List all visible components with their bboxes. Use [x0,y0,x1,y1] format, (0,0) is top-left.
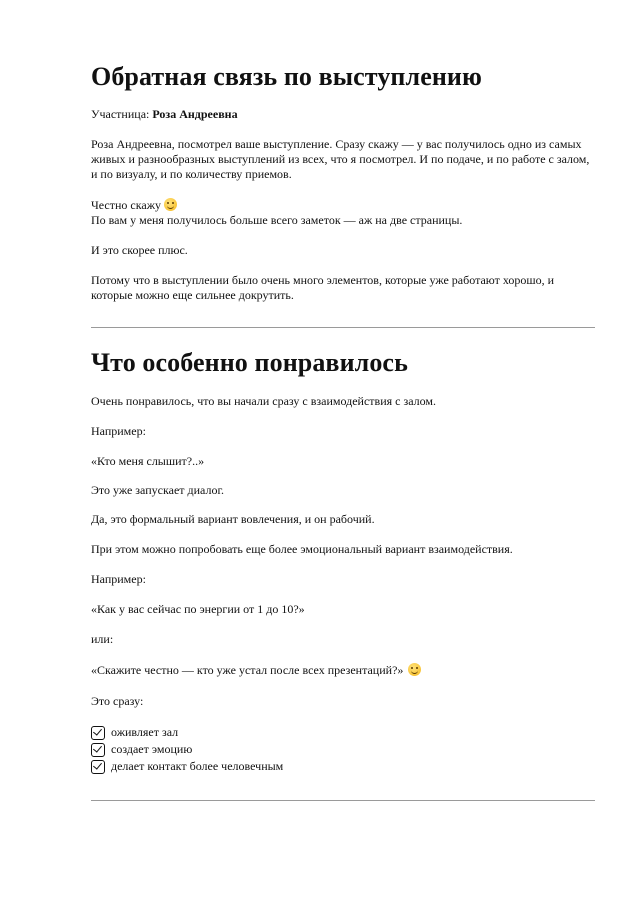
liked-paragraph: Очень понравилось, что вы начали сразу с взаимодействия с залом. [91,394,437,408]
checkbox-checked-icon [91,743,105,757]
example-label-2: Например: [91,572,146,586]
or-label: или: [91,632,114,646]
section-divider [91,327,595,328]
emotional-paragraph: При этом можно попробовать еще более эмоциональный вариант взаимодействия. [91,542,513,556]
example-label: Например: [91,424,146,438]
checklist-item [91,741,283,758]
immediately-label: Это сразу: [91,694,144,708]
dialog-paragraph: Это уже запускает диалог. [91,483,225,497]
honest-line [91,198,177,213]
checklist [91,724,283,775]
grinning-face-icon [408,663,421,676]
participant-label: Участница: [91,107,153,121]
quote-energy: «Как у вас сейчас по энергии от 1 до 10?» [91,602,305,616]
honest-text: Честно скажу [91,198,162,212]
checkbox-checked-icon [91,726,105,740]
reason-paragraph: Потому что в выступлении было очень много элементов, которые уже работают хорошо, и которые можно еще сильнее докрутить. [91,273,555,302]
quote-who-hears: «Кто меня слышит?..» [91,454,205,468]
participant-name: Роза Андреевна [152,107,238,121]
checklist-item [91,758,283,775]
page-title: Обратная связь по выступлению [91,62,482,91]
grinning-face-icon [164,198,177,211]
checkbox-checked-icon [91,760,105,774]
checklist-item-label: оживляет зал [111,725,179,739]
quote-tired-line [91,663,421,678]
intro-paragraph: Роза Андреевна, посмотрел ваше выступление. Сразу скажу — у вас получилось одно из самых живых и разнообразных выступлений из всех, что я посмотрел. И по подаче, и по работе с залом, и по визуалу, и по количеству приемов. [91,137,590,181]
section-title-liked: Что особенно понравилось [91,348,408,377]
checklist-item-label: делает контакт более человечным [111,759,284,773]
section-divider [91,800,595,801]
checklist-item-label: создает эмоцию [111,742,193,756]
participant-line [91,107,238,122]
plus-paragraph: И это скорее плюс. [91,243,188,257]
notes-line: По вам у меня получилось больше всего заметок — аж на две страницы. [91,213,463,227]
quote-tired: «Скажите честно — кто уже устал после всех презентаций?» [91,663,404,677]
formal-paragraph: Да, это формальный вариант вовлечения, и он рабочий. [91,512,375,526]
checklist-item [91,724,283,741]
